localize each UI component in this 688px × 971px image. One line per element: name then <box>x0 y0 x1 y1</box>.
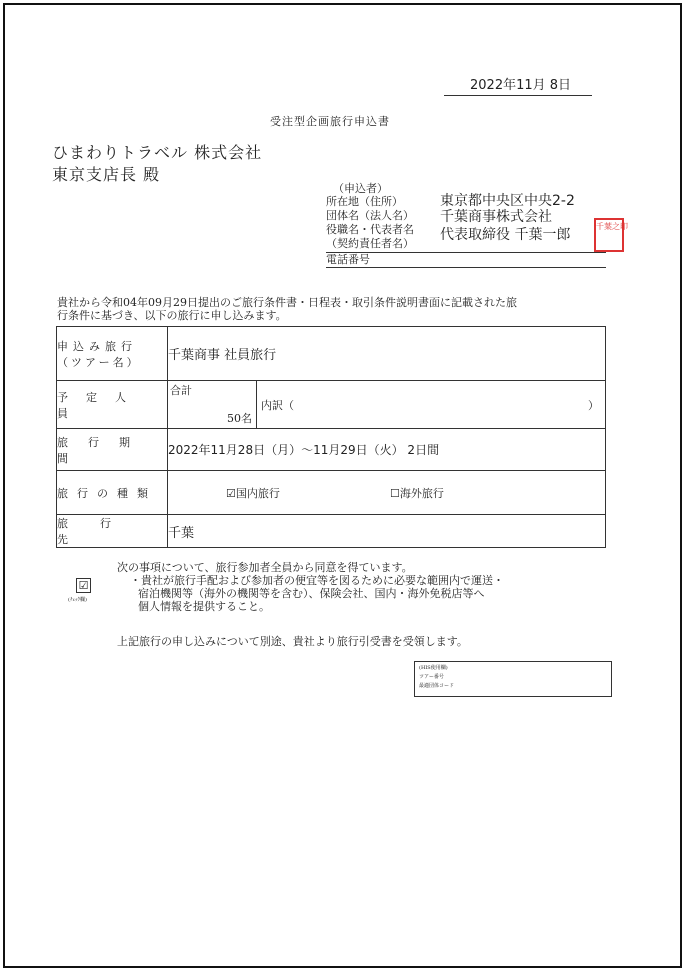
consent-line-1: 次の事項について、旅行参加者全員から同意を得ています。 <box>117 561 413 574</box>
period-value: 2022年11月28日（月）～11月29日（火） 2日間 <box>168 429 606 471</box>
intro-line-2: 行条件に基づき、以下の旅行に申し込みます。 <box>57 309 287 322</box>
intro-line-1: 貴社から令和04年09月29日提出のご旅行条件書・日程表・取引条件説明書面に記載された旅 <box>57 296 517 309</box>
receipt-text: 上記旅行の申し込みについて別途、貴社より旅行引受書を受領します。 <box>117 635 468 648</box>
people-breakdown-cell <box>257 381 606 429</box>
application-date: 2022年11月 8日 <box>470 78 572 93</box>
row-tour <box>57 327 606 381</box>
breakdown-close: ） <box>588 398 599 412</box>
tour-label-1: 申込み旅行 <box>57 339 137 353</box>
type-options <box>168 471 606 515</box>
domestic-option[interactable] <box>226 485 280 501</box>
type-label: 旅行の種類 <box>57 486 157 500</box>
office-line-3: 最適団体コード <box>419 683 455 689</box>
row-destination <box>57 515 606 548</box>
people-label: 予定人員 <box>57 390 144 420</box>
phone-label: 電話番号 <box>326 253 370 266</box>
destination-label-cell <box>57 515 168 548</box>
destination-label: 旅行先 <box>57 517 143 546</box>
addressee-branch: 東京支店長 殿 <box>52 165 161 184</box>
type-label-cell <box>57 471 168 515</box>
rep-label: 役職名・代表者名 <box>326 223 414 236</box>
overseas-checkbox[interactable]: ☐ <box>390 487 400 500</box>
people-breakdown <box>257 397 605 413</box>
row-people <box>57 381 606 429</box>
tour-label <box>57 327 168 381</box>
application-form-table <box>56 326 606 548</box>
people-total-value: 50名 <box>227 412 252 425</box>
breakdown-label: 内訳（ <box>261 398 294 412</box>
tour-label-2: （ツアー名） <box>57 355 141 369</box>
rep-sub-label: （契約責任者名） <box>326 237 414 250</box>
applicant-header: （申込者） <box>333 182 388 195</box>
office-line-1: (HIS使用欄) <box>419 665 448 671</box>
date-underline <box>444 95 592 96</box>
phone-underline <box>326 267 606 268</box>
row-period <box>57 429 606 471</box>
consent-line-4: 個人情報を提供すること。 <box>138 600 270 613</box>
people-label-cell <box>57 381 168 429</box>
org-label: 団体名（法人名） <box>326 209 414 222</box>
overseas-option[interactable] <box>390 485 444 501</box>
address-label: 所在地（住所） <box>326 195 403 208</box>
office-use-box <box>414 661 612 697</box>
domestic-label: 国内旅行 <box>235 487 280 500</box>
consent-checkbox[interactable]: ☑ <box>76 578 91 593</box>
people-total-cell <box>168 381 257 429</box>
period-label: 旅行期間 <box>57 435 150 465</box>
org-value: 千葉商事株式会社 <box>440 209 552 225</box>
office-line-2: ツアー番号 <box>419 674 444 680</box>
intro-text <box>57 296 517 322</box>
tour-value: 千葉商事 社員旅行 <box>168 327 606 381</box>
period-label-cell <box>57 429 168 471</box>
company-seal: 千葉之印 <box>594 218 624 252</box>
form-title: 受注型企画旅行申込書 <box>270 115 390 128</box>
addressee-company: ひまわりトラベル 株式会社 <box>52 143 263 162</box>
destination-value: 千葉 <box>168 515 606 548</box>
row-type <box>57 471 606 515</box>
consent-line-3: 宿泊機関等（海外の機関等を含む）、保険会社、国内・海外免税店等へ <box>138 587 485 600</box>
consent-check-label: (ﾁｪｯｸ欄) <box>68 597 87 603</box>
domestic-checkbox[interactable]: ☑ <box>226 487 236 500</box>
address-value: 東京都中央区中央2-2 <box>440 193 575 209</box>
overseas-label: 海外旅行 <box>399 487 444 500</box>
rep-value: 代表取締役 千葉一郎 <box>440 227 571 243</box>
people-total-label: 合計 <box>170 384 192 397</box>
consent-line-2: ・貴社が旅行手配および参加者の便宜等を図るために必要な範囲内で運送・ <box>130 574 504 587</box>
